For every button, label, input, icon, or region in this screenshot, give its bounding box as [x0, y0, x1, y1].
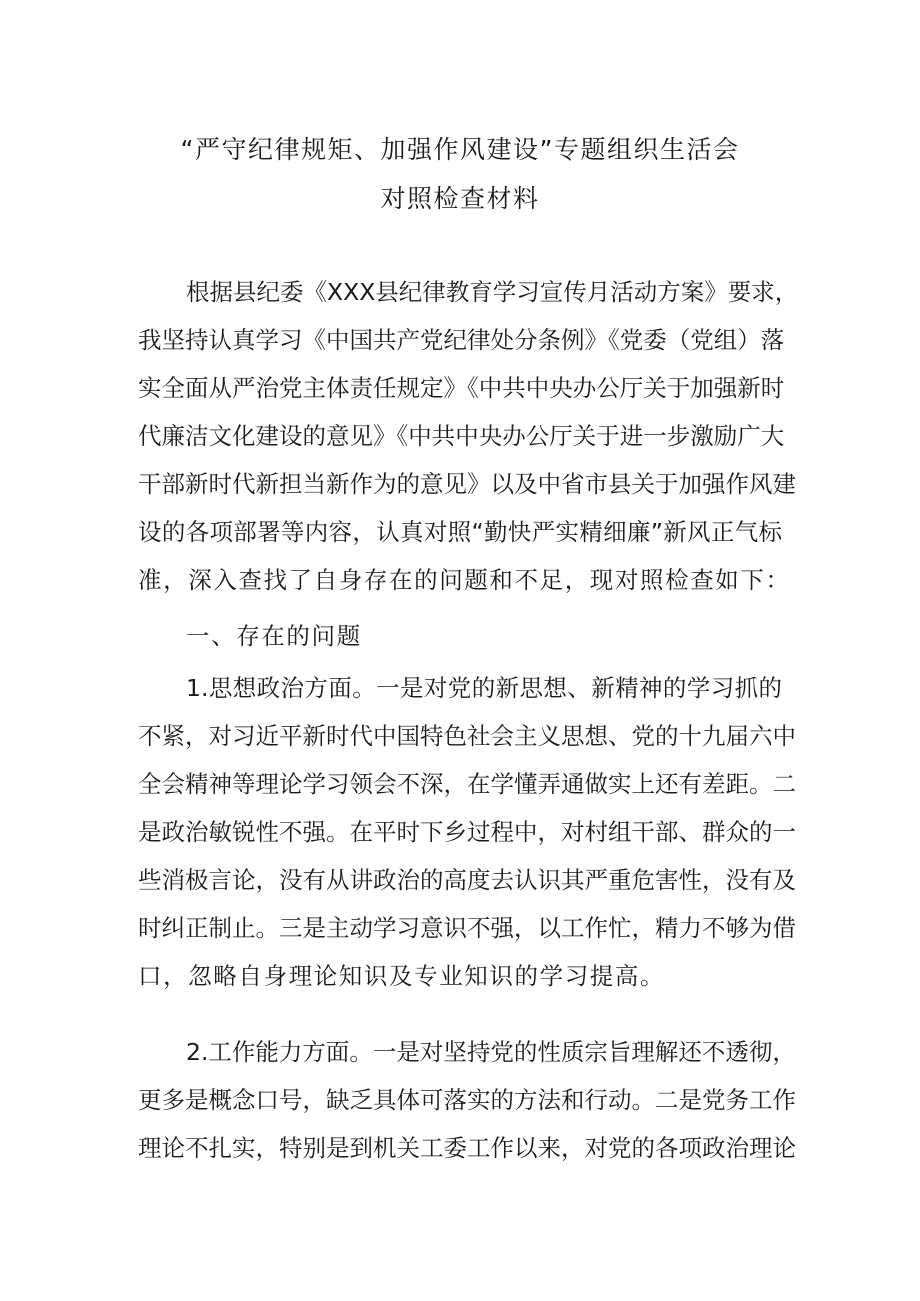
item1-line: 是政治敏锐性不强。在平时下乡过程中，对村组干部、群众的一 — [138, 818, 796, 846]
intro-line: 我坚持认真学习《中国共产党纪律处分条例》《党委（党组）落 — [138, 326, 785, 354]
intro-line: 干部新时代新担当新作为的意见》以及中省市县关于加强作风建 — [138, 470, 796, 498]
intro-line: 设的各项部署等内容，认真对照“勤快严实精细廉”新风正气标 — [138, 518, 782, 546]
item1-line: 时纠正制止。三是主动学习意识不强，以工作忙，精力不够为借 — [138, 914, 796, 942]
intro-line: 根据县纪委《XXX县纪律教育学习宣传月活动方案》要求， — [186, 278, 799, 306]
item1-line: 1.思想政治方面。一是对党的新思想、新精神的学习抓的 — [186, 674, 782, 702]
item2-line: 理论不扎实，特别是到机关工委工作以来，对党的各项政治理论 — [138, 1134, 796, 1162]
intro-line: 代廉洁文化建设的意见》《中共中央办公厅关于进一步激励广大 — [138, 422, 785, 450]
intro-line: 准，深入查找了自身存在的问题和不足，现对照检查如下： — [138, 566, 791, 594]
intro-line: 实全面从严治党主体责任规定》《中共中央办公厅关于加强新时 — [138, 374, 785, 402]
item2-line: 2.工作能力方面。一是对坚持党的性质宗旨理解还不透彻， — [186, 1038, 796, 1066]
item1-line: 全会精神等理论学习领会不深，在学懂弄通做实上还有差距。二 — [138, 770, 796, 798]
section-heading: 一、存在的问题 — [186, 622, 362, 650]
document-title-line-1: “严守纪律规矩、加强作风建设”专题组织生活会 — [180, 135, 740, 164]
item2-line: 更多是概念口号，缺乏具体可落实的方法和行动。二是党务工作 — [138, 1086, 796, 1114]
document-title-line-2: 对照检查材料 — [380, 184, 540, 213]
item1-line: 口，忽略自身理论知识及专业知识的学习提高。 — [138, 962, 666, 990]
item1-line: 些消极言论，没有从讲政治的高度去认识其严重危害性，没有及 — [138, 866, 796, 894]
item1-line: 不紧，对习近平新时代中国特色社会主义思想、党的十九届六中 — [138, 722, 796, 750]
